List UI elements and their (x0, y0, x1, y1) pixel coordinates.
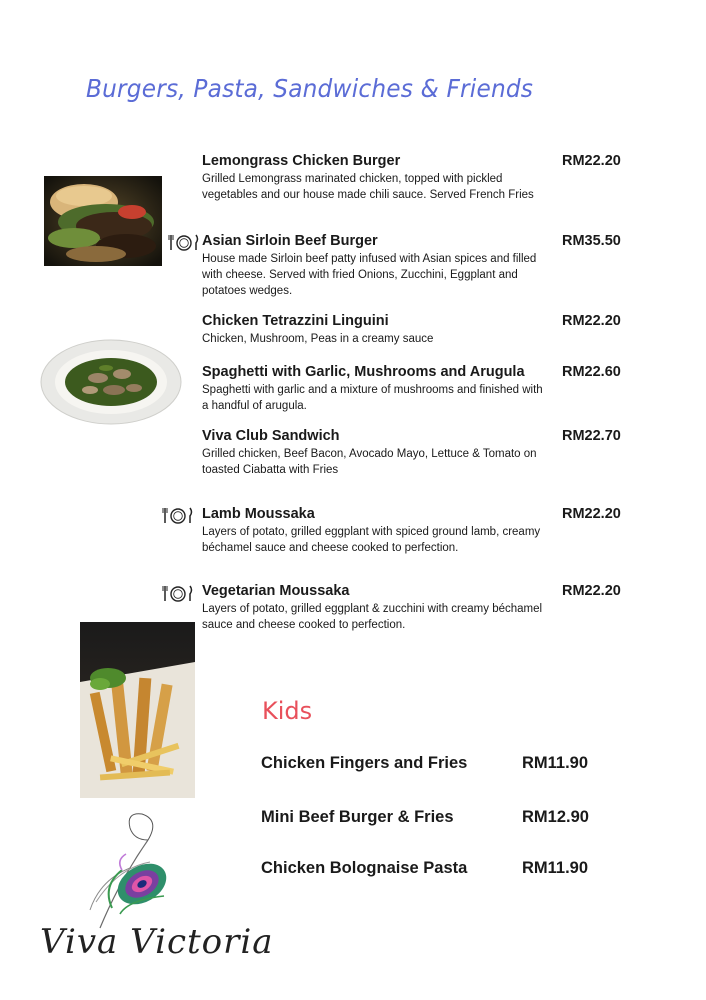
item-description: Chicken, Mushroom, Peas in a creamy sauce (202, 333, 434, 345)
item-name: Lemongrass Chicken Burger (202, 153, 401, 169)
item-name: Viva Club Sandwich (202, 428, 340, 444)
item-price: RM22.20 (562, 506, 621, 522)
item-description: Layers of potato, grilled eggplant with spiced ground lamb, creamy béchamel sauce and cheese cooked to perfection. (202, 526, 541, 554)
item-name: Vegetarian Moussaka (202, 583, 350, 599)
item-price: RM22.20 (562, 153, 621, 169)
cutlery-plate-icon (162, 506, 194, 524)
item-description: Grilled Lemongrass marinated chicken, topped with pickled vegetables and our house made chili sauce. Served French Fries (202, 173, 534, 201)
logo-text: Viva Victoria (40, 922, 274, 962)
peacock-feather-icon (30, 810, 280, 930)
kids-item-name: Mini Beef Burger & Fries (261, 808, 454, 826)
item-name: Chicken Tetrazzini Linguini (202, 313, 389, 329)
kids-item-name: Chicken Fingers and Fries (261, 754, 468, 772)
item-price: RM22.60 (562, 364, 621, 380)
item-price: RM22.20 (562, 313, 621, 329)
item-price: RM35.50 (562, 233, 621, 249)
cutlery-plate-icon (168, 233, 200, 251)
kids-item-price: RM11.90 (522, 754, 589, 772)
item-description: Grilled chicken, Beef Bacon, Avocado Mayo, Lettuce & Tomato on toasted Ciabatta with Fries (202, 448, 537, 476)
item-name: Lamb Moussaka (202, 506, 315, 522)
item-description: House made Sirloin beef patty infused with Asian spices and filled with cheese. Served with fried Onions, Zucchini, Eggplant and potatoes wedges. (202, 253, 537, 297)
burger-photo (44, 176, 162, 266)
kids-item-price: RM11.90 (522, 859, 589, 877)
section-title: Burgers, Pasta, Sandwiches & Friends (86, 74, 534, 103)
item-description: Layers of potato, grilled eggplant & zucchini with creamy béchamel sauce and cheese cooked to perfection. (202, 603, 543, 631)
kids-title: Kids (262, 697, 313, 725)
item-price: RM22.20 (562, 583, 621, 599)
item-price: RM22.70 (562, 428, 621, 444)
item-description: Spaghetti with garlic and a mixture of mushrooms and finished with a handful of arugula. (202, 384, 543, 412)
cutlery-plate-icon (162, 584, 194, 602)
chicken-fingers-photo (80, 622, 195, 798)
spaghetti-photo (40, 338, 182, 426)
kids-item-price: RM12.90 (522, 808, 589, 826)
item-name: Spaghetti with Garlic, Mushrooms and Arugula (202, 364, 525, 380)
kids-item-name: Chicken Bolognaise Pasta (261, 859, 468, 877)
item-name: Asian Sirloin Beef Burger (202, 233, 378, 249)
